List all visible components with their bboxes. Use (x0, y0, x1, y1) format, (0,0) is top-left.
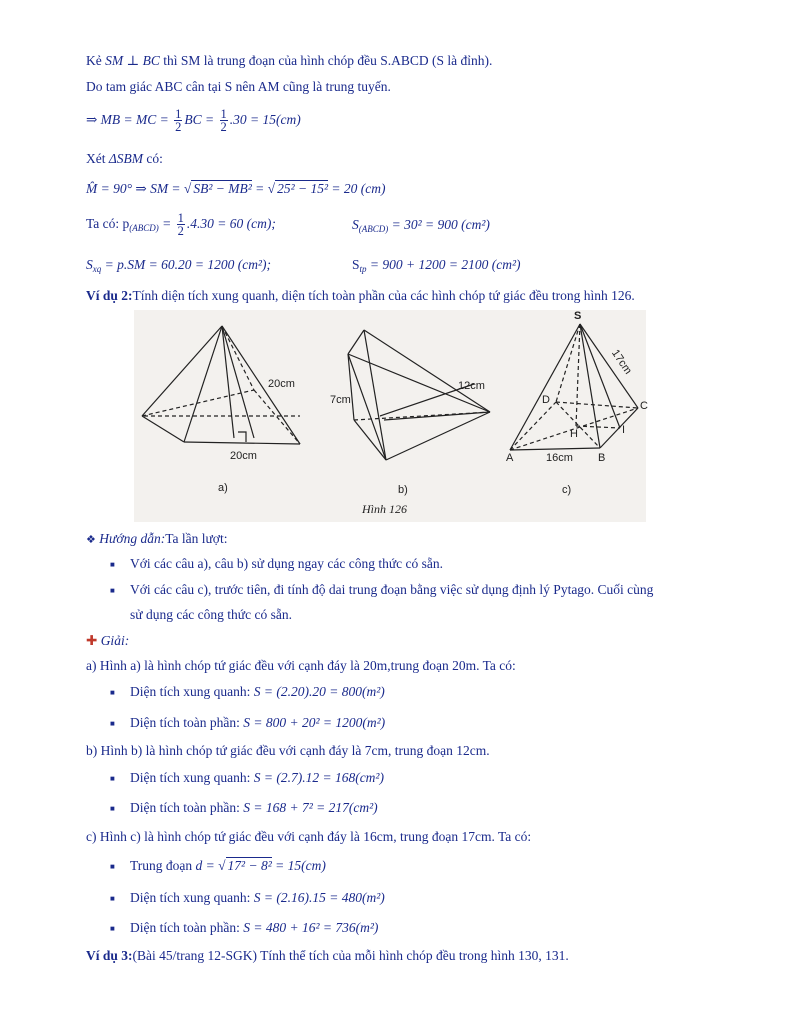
radicand: SB² − MB² (193, 181, 252, 196)
fig-b-label: b) (398, 484, 408, 496)
math-expr: .30 = 15(cm) (229, 112, 301, 127)
radicand: 17² − 8² (227, 858, 272, 873)
fig-c-vertex-b: B (598, 452, 606, 464)
fig-a-slant-label: 20cm (268, 378, 295, 390)
math-expr: ΔSBM (108, 151, 144, 166)
square-bullet-icon: ■ (110, 924, 115, 933)
fig-a-label: a) (218, 482, 228, 494)
fig-c-vertex-s: S (574, 310, 582, 322)
part-a-item-1: Diện tích xung quanh: S = (2.20).20 = 800(m²) (130, 684, 385, 699)
math-expr: ⇒ MB = MC = (86, 112, 173, 127)
diamond-bullet-icon: ❖ (86, 534, 96, 546)
part-c-item-3: Diện tích toàn phần: S = 480 + 16² = 736(m²) (130, 920, 379, 935)
part-a-item-2: Diện tích toàn phần: S = 800 + 20² = 1200(m²) (130, 715, 386, 730)
part-c-item-1: Trung đoạn d = √ 17² − 8² = 15(cm) (130, 858, 326, 873)
fig-c-vertex-a: A (506, 452, 514, 464)
text: thì SM là trung đoạn của hình chóp đều S.ABCD (S là đỉnh). (159, 53, 493, 68)
math-expr: SM ⊥ BC (105, 53, 160, 68)
square-bullet-icon: ■ (110, 719, 115, 728)
guide-item-1: Với các câu a), câu b) sử dụng ngay các công thức có sẵn. (130, 556, 444, 571)
math-expr: BC = (184, 112, 218, 127)
guide-heading: ❖ Hướng dẫn:Ta lần lượt: (86, 531, 228, 546)
part-b-item-2: Diện tích toàn phần: S = 168 + 7² = 217(cm²) (130, 800, 378, 815)
fraction: $\frac{1}{2}$ (175, 107, 182, 135)
example-3-heading: Ví dụ 3:(Bài 45/trang 12-SGK) Tính thể tích của mỗi hình chóp đều trong hình 130, 131. (86, 948, 569, 963)
fig-b-side-label: 7cm (330, 394, 351, 406)
text-line-1 (86, 52, 492, 70)
example-label: Ví dụ 3: (86, 948, 133, 963)
text-line-3 (86, 104, 301, 136)
text-line-4: Xét ΔSBM có: (86, 151, 163, 166)
fig-b-slant-label: 12cm (458, 380, 485, 392)
pointing-hand-icon: ✚ (86, 633, 98, 648)
square-bullet-icon: ■ (110, 586, 115, 595)
figure-caption: Hình 126 (362, 502, 407, 516)
text-line-2: Do tam giác ABC cân tại S nên AM cũng là trung tuyến. (86, 79, 391, 94)
text-line-7-right: $S_{tp} = 900 + 1200 = 2100$ (cm²) (352, 257, 521, 274)
square-bullet-icon: ■ (110, 894, 115, 903)
fig-c-edge-label: 17cm (608, 347, 634, 377)
fig-c-base-label: 16cm (546, 452, 573, 464)
fig-c-vertex-h: H (570, 428, 578, 440)
square-bullet-icon: ■ (110, 862, 115, 871)
fraction: $\frac{1}{2}$ (177, 211, 184, 239)
square-bullet-icon: ■ (110, 774, 115, 783)
text-line-6: Ta có: $p_{(ABCD)}$ = $\frac{1}{2}$ .4.30 = 60 (cm); (86, 211, 276, 239)
part-c-heading: c) Hình c) là hình chóp tứ giác đều với cạnh đáy là 16cm, trung đoạn 17cm. Ta có: (86, 829, 532, 844)
text-line-5: M̂ = 90° ⇒ SM = √ SB² − MB² = √ 25² − 15² = 20 (cm) (86, 181, 386, 196)
text-line-7: $S_{xq} = p.SM = 60.20 = 1200$ (cm²); (86, 257, 271, 274)
part-b-heading: b) Hình b) là hình chóp tứ giác đều với cạnh đáy là 7cm, trung đoạn 12cm. (86, 743, 490, 758)
square-bullet-icon: ■ (110, 560, 115, 569)
square-bullet-icon: ■ (110, 804, 115, 813)
guide-item-2-cont: sử dụng các công thức có sẵn. (130, 607, 292, 622)
radicand: 25² − 15² (277, 181, 329, 196)
square-bullet-icon: ■ (110, 688, 115, 697)
example-label: Ví dụ 2: (86, 288, 133, 303)
text: Kẻ (86, 53, 106, 68)
part-a-heading: a) Hình a) là hình chóp tứ giác đều với cạnh đáy là 20m,trung đoạn 20m. Ta có: (86, 658, 516, 673)
fig-c-vertex-i: I (622, 424, 626, 436)
example-2-heading: Ví dụ 2:Tính diện tích xung quanh, diện tích toàn phần của các hình chóp tứ giác đều trong hình 126. (86, 288, 635, 303)
guide-item-2: Với các câu c), trước tiên, đi tính độ dai trung đoạn bằng việc sử dụng định lý Pytago. Cuối cùng (130, 582, 654, 597)
fig-c-vertex-d: D (542, 394, 550, 406)
solution-label: Giải: (100, 633, 130, 648)
fraction: $\frac{1}{2}$ (220, 107, 227, 135)
solution-heading (86, 632, 129, 650)
fig-c-label: c) (562, 484, 572, 496)
part-b-item-1: Diện tích xung quanh: S = (2.7).12 = 168(cm²) (130, 770, 384, 785)
figure-126 (134, 310, 646, 522)
text-line-6-right: $S_{(ABCD)} = 30^2 = 900$ (cm²) (352, 217, 490, 234)
fig-a-base-label: 20cm (230, 450, 257, 462)
fig-c-vertex-c: C (640, 400, 648, 412)
guide-label: Hướng dẫn: (99, 531, 166, 546)
part-c-item-2: Diện tích xung quanh: S = (2.16).15 = 480(m²) (130, 890, 385, 905)
